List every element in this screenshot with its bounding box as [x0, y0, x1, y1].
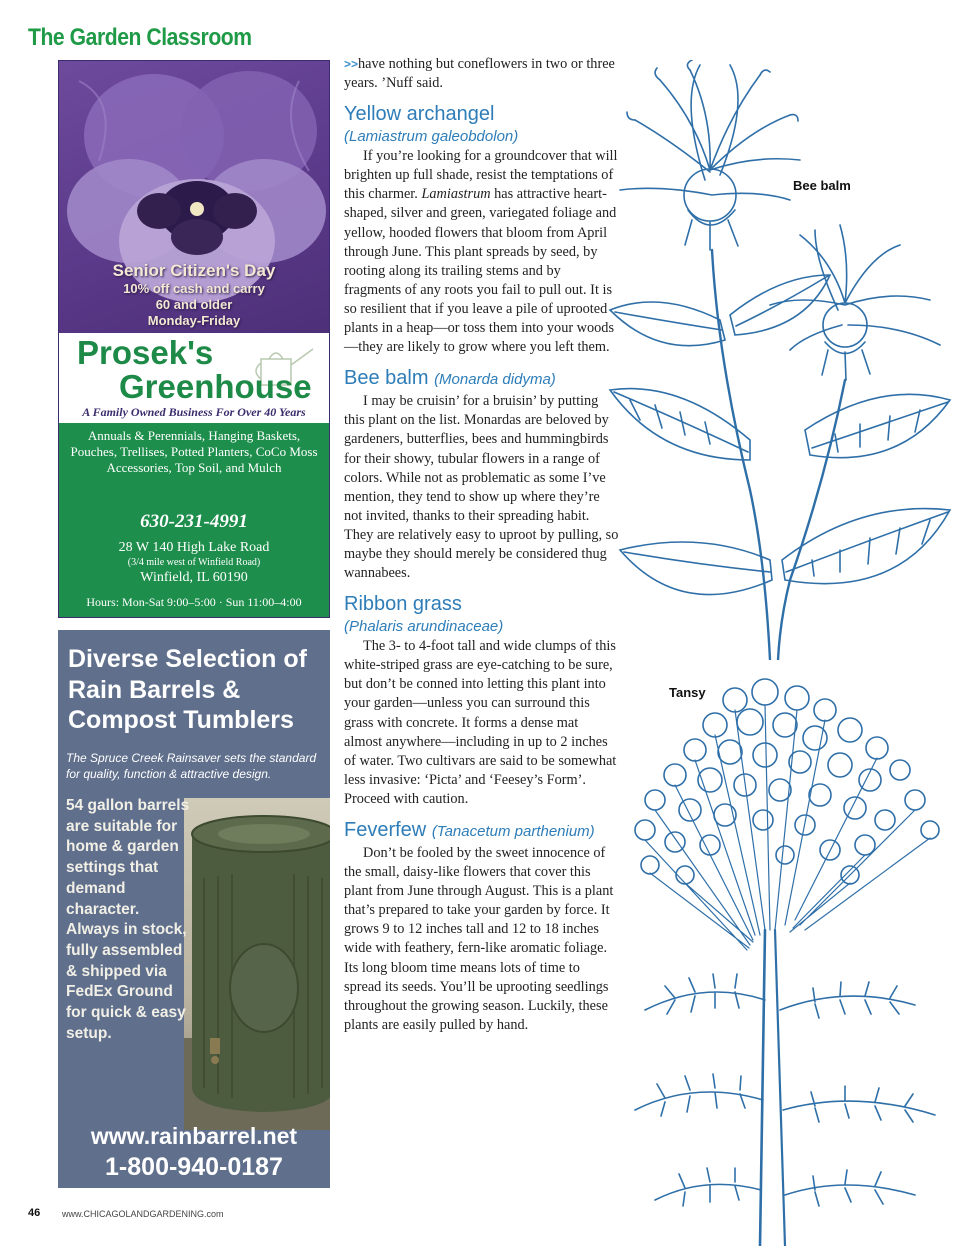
latin-ribbon-grass: (Phalaris arundinaceae) — [344, 618, 504, 636]
heading-bee-balm — [344, 366, 619, 392]
business-hours: Hours: Mon-Sat 9:00–5:00 · Sun 11:00–4:00 — [86, 595, 302, 609]
latin-bee-balm: (Monarda didyma) — [434, 371, 556, 389]
bee-balm-caption: Bee balm — [793, 178, 851, 193]
business-tagline: A Family Owned Business For Over 40 Years — [82, 405, 306, 419]
business-address: 28 W 140 High Lake Road — [118, 540, 270, 555]
business-name-line2: Greenhouse — [119, 368, 312, 405]
promo-age: 60 and older — [155, 297, 233, 312]
product-list: Annuals & Perennials, Hanging Baskets, Pouches, Trellises, Potted Planters, CoCo Moss Accessories, Top Soil, and Mulch — [70, 428, 318, 475]
business-phone[interactable]: 630-231-4991 — [140, 511, 248, 532]
business-city: Winfield, IL 60190 — [140, 570, 248, 585]
heading-bee-balm-name: Bee balm — [344, 367, 429, 390]
rain-ad-subhead: The Spruce Creek Rainsaver sets the standard for quality, function & attractive design. — [66, 751, 317, 781]
intro-text: have nothing but coneflowers in two or three years. ’Nuff said. — [344, 56, 615, 92]
business-info-panel — [59, 423, 329, 618]
pansy-photo — [59, 61, 329, 333]
latin-yellow-archangel: (Lamiastrum galeobdolon) — [344, 128, 519, 146]
latin-feverfew: (Tanacetum parthenium) — [431, 823, 595, 840]
body-bee-balm: I may be cruisin’ for a bruisin’ by putting this plant on the list. Monardas are beloved by gardeners, butterflies, bees and hummingbirds for their showy, tubular flowers in a range of colors. While not as problematic as some I’ve mention, they tend to show up where they’re not invited, thanks to their spreading habit. They are relatively easy to uproot by pulling, so maybe they should merely be considered thug wannabees. — [344, 393, 619, 582]
bee-balm-icon — [610, 60, 950, 660]
page-section-title: The Garden Classroom — [28, 24, 252, 51]
article-intro — [344, 55, 619, 93]
footer-website-link[interactable]: www.CHICAGOLANDGARDENING.com — [62, 1209, 224, 1219]
heading-feverfew — [344, 818, 619, 844]
body-feverfew: Don’t be fooled by the sweet innocence of the small, daisy-like flowers that cover this plant from June through August. This is a plant that’s prepared to take your garden by force. It grows 9 to 12 inches tall and 12 to 18 inches wide with feathery, fern-like aromatic foliage. Its long bloom time means lots of time to spread its seeds. You’ll be uprooting seedlings throughout the growing season. Luckily, these plants are easily pulled by hand. — [344, 845, 614, 1033]
rain-barrel-icon — [184, 798, 330, 1130]
rain-ad-phone[interactable]: 1-800-940-0187 — [105, 1153, 283, 1181]
body-yellow-archangel-lead: If you’re looking for a groundcover that will brighten up full shade, resist the temptations of this charmer. — [344, 148, 618, 203]
article-body — [344, 55, 619, 1035]
promo-title: Senior Citizen's Day — [112, 261, 276, 280]
business-directions: (3/4 mile west of Winfield Road) — [127, 557, 261, 568]
body-yellow-archangel-rest: has attractive heart-shaped, silver and green, variegated foliage and yellow, hooded flowers that bloom from April through June. This plant spreads by seed, by rooting along its trailing stems and by fragments of any roots you fail to pull out. It is so resilient that if you leave a pile of uprooted plants in a heap—or toss them into your woods—they are likely to grow where you left them. — [344, 186, 617, 356]
rain-barrel-photo — [184, 798, 330, 1130]
page-number: 46 — [28, 1207, 41, 1219]
continued-arrows-icon: >> — [344, 57, 359, 71]
promo-discount: 10% off cash and carry — [123, 281, 265, 296]
body-yellow-archangel-genus: Lamiastrum — [421, 186, 491, 203]
rain-ad-website-link[interactable]: www.rainbarrel.net — [90, 1123, 298, 1149]
tansy-icon — [635, 679, 939, 1246]
rain-ad-features: 54 gallon barrels are suitable for home & garden settings that demand character. Always in stock, fully assembled & shipped via FedEx Ground for quick & easy setup. — [66, 797, 190, 1042]
body-yellow-archangel — [344, 147, 619, 357]
rain-barrel-ad[interactable] — [58, 630, 330, 1188]
heading-feverfew-name: Feverfew — [344, 819, 427, 841]
rain-ad-headline: Diverse Selection of Rain Barrels & Compost Tumblers — [68, 645, 307, 734]
prosek-greenhouse-ad[interactable] — [58, 60, 330, 618]
tansy-caption: Tansy — [669, 685, 706, 700]
tansy-illustration — [615, 670, 960, 1246]
business-name-line1: Prosek's — [77, 334, 214, 371]
body-ribbon-grass: The 3- to 4-foot tall and wide clumps of this white-striped grass are eye-catching to be sure, but don’t be conned into letting this plant into your garden—unless you can surround this grass with concrete. It forms a dense mat almost anywhere—including in up to 2 inches of water. Two cultivars are said to be somewhat less invasive: ‘Picta’ and ‘Feesey’s Form’. Proceed with caution. — [344, 638, 617, 807]
heading-ribbon-grass: Ribbon grass — [344, 593, 462, 616]
promo-days: Monday-Friday — [147, 313, 241, 328]
bee-balm-illustration — [600, 60, 960, 660]
heading-yellow-archangel: Yellow archangel — [344, 103, 495, 126]
